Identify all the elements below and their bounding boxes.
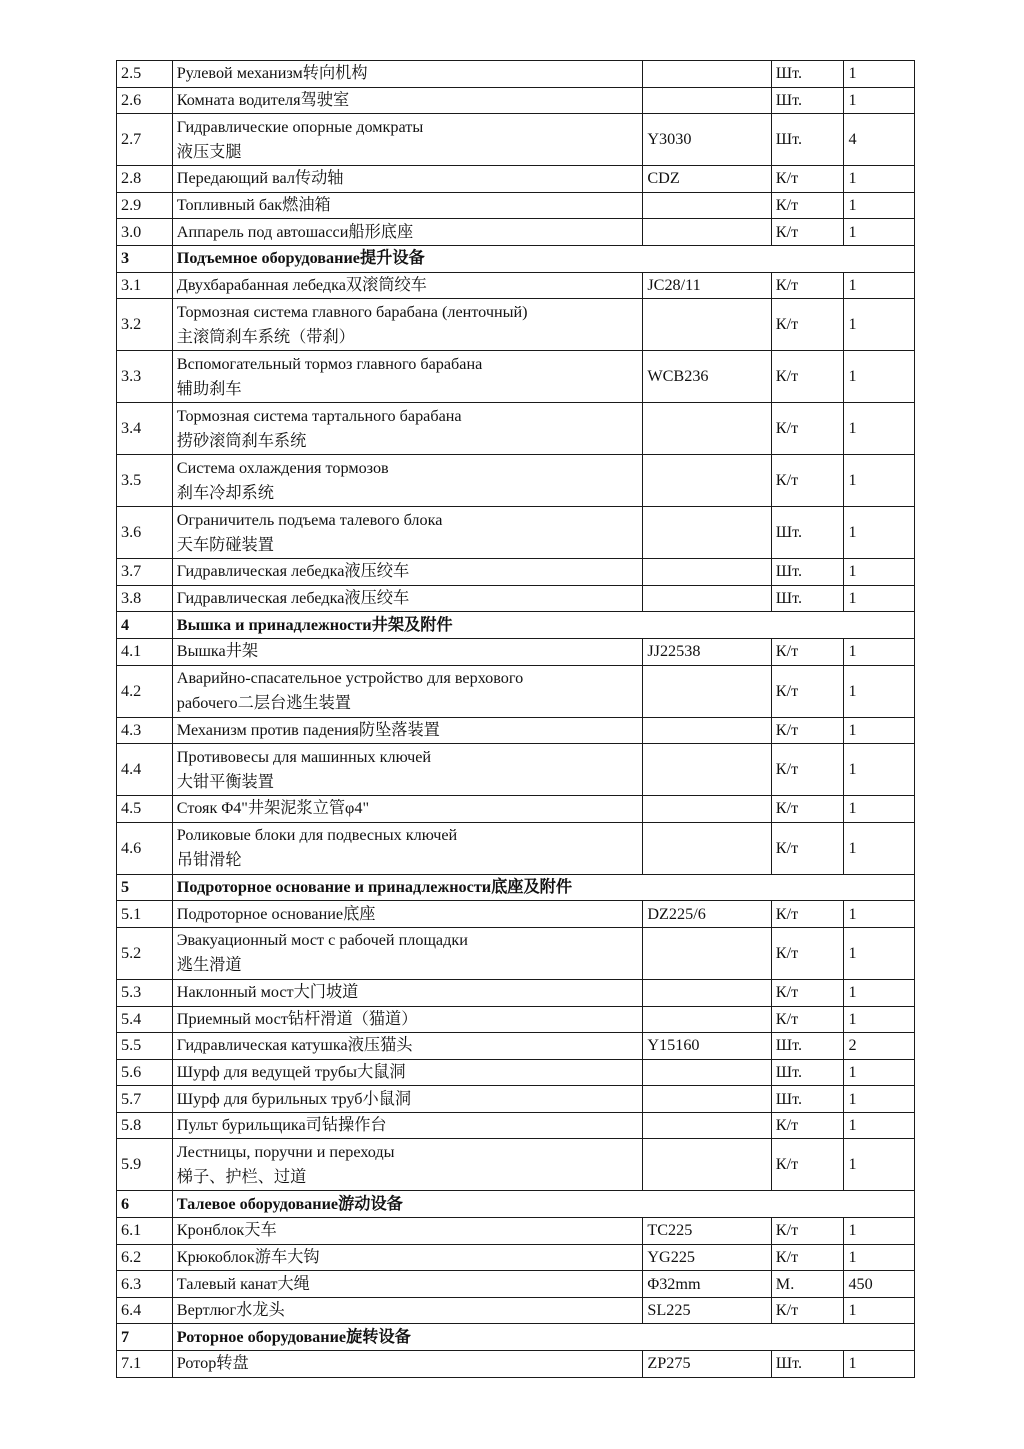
item-unit: Шт. bbox=[771, 1086, 844, 1113]
table-row bbox=[117, 822, 915, 874]
item-unit: Шт. bbox=[771, 559, 844, 586]
table-row bbox=[117, 1086, 915, 1113]
item-model bbox=[643, 665, 771, 717]
item-number: 2.8 bbox=[117, 166, 173, 193]
item-name-line: Система охлаждения тормозов bbox=[176, 458, 389, 477]
item-unit: К/т bbox=[771, 192, 844, 219]
item-name bbox=[172, 1112, 643, 1139]
item-name-line: Роликовые блоки для подвесных ключей bbox=[176, 826, 458, 845]
item-model bbox=[643, 1059, 771, 1086]
item-quantity: 4 bbox=[844, 114, 915, 166]
item-name-line: Пульт бурильщика司钻操作台 bbox=[176, 1116, 387, 1135]
item-unit: К/т bbox=[771, 1218, 844, 1245]
section-row bbox=[117, 612, 915, 639]
item-number: 6.4 bbox=[117, 1297, 173, 1324]
section-title: Подроторное основание и принадлежности底座及附件 bbox=[172, 874, 914, 901]
table-row bbox=[117, 717, 915, 744]
item-number: 5.6 bbox=[117, 1059, 173, 1086]
item-name-line: Двухбарабанная лебедка双滚筒绞车 bbox=[176, 275, 427, 294]
item-model: TC225 bbox=[643, 1218, 771, 1245]
item-model bbox=[643, 61, 771, 88]
item-model: WCB236 bbox=[643, 351, 771, 403]
table-row bbox=[117, 1271, 915, 1298]
item-number: 5.7 bbox=[117, 1086, 173, 1113]
item-name-line: Аппарель под автошасси船形底座 bbox=[176, 222, 414, 241]
item-model bbox=[643, 822, 771, 874]
item-model bbox=[643, 979, 771, 1006]
item-model: Y15160 bbox=[643, 1033, 771, 1060]
table-row bbox=[117, 744, 915, 796]
item-unit: Шт. bbox=[771, 1059, 844, 1086]
item-name bbox=[172, 559, 643, 586]
item-name-line: Топливный бак燃油箱 bbox=[176, 196, 331, 215]
item-unit: К/т bbox=[771, 796, 844, 823]
item-model: CDZ bbox=[643, 166, 771, 193]
item-name bbox=[172, 1244, 643, 1271]
item-number: 3.2 bbox=[117, 299, 173, 351]
table-row bbox=[117, 927, 915, 979]
table-row bbox=[117, 87, 915, 114]
item-unit: К/т bbox=[771, 744, 844, 796]
section-number: 5 bbox=[117, 874, 173, 901]
table-row bbox=[117, 455, 915, 507]
item-quantity: 1 bbox=[844, 1218, 915, 1245]
item-name-line: Вспомогательный тормоз главного барабана bbox=[176, 354, 483, 373]
section-title: Талевое оборудование游动设备 bbox=[172, 1191, 914, 1218]
item-name-line: Ограничитель подъема талевого блока bbox=[176, 510, 443, 529]
item-quantity: 1 bbox=[844, 927, 915, 979]
item-model bbox=[643, 559, 771, 586]
item-unit: К/т bbox=[771, 1112, 844, 1139]
item-number: 3.6 bbox=[117, 507, 173, 559]
item-model: JC28/11 bbox=[643, 272, 771, 299]
item-quantity: 1 bbox=[844, 1112, 915, 1139]
item-model bbox=[643, 87, 771, 114]
item-unit: К/т bbox=[771, 927, 844, 979]
item-number: 6.1 bbox=[117, 1218, 173, 1245]
item-name bbox=[172, 272, 643, 299]
item-quantity: 1 bbox=[844, 299, 915, 351]
item-model: DZ225/6 bbox=[643, 901, 771, 928]
item-model bbox=[643, 219, 771, 246]
item-number: 3.3 bbox=[117, 351, 173, 403]
item-model bbox=[643, 927, 771, 979]
item-quantity: 1 bbox=[844, 1139, 915, 1191]
item-number: 2.7 bbox=[117, 114, 173, 166]
item-name bbox=[172, 1297, 643, 1324]
item-name-line: 主滚筒刹车系统（带刹） bbox=[176, 327, 355, 346]
item-quantity: 1 bbox=[844, 585, 915, 612]
item-name-line: Эвакуационный мост с рабочей площадки bbox=[176, 931, 468, 950]
item-unit: К/т bbox=[771, 822, 844, 874]
item-name-line: Кронблок天车 bbox=[176, 1221, 277, 1240]
item-name bbox=[172, 507, 643, 559]
item-unit: К/т bbox=[771, 299, 844, 351]
item-name-line: Рулевой механизм转向机构 bbox=[176, 64, 368, 83]
table-row bbox=[117, 219, 915, 246]
document-page bbox=[116, 60, 915, 1378]
item-number: 5.8 bbox=[117, 1112, 173, 1139]
item-name bbox=[172, 61, 643, 88]
item-name-line: Гидравлическая лебедка液压绞车 bbox=[176, 589, 410, 608]
item-unit: К/т bbox=[771, 901, 844, 928]
section-title: Вышка и принадлежности井架及附件 bbox=[172, 612, 914, 639]
item-name bbox=[172, 455, 643, 507]
item-number: 5.2 bbox=[117, 927, 173, 979]
item-unit: К/т bbox=[771, 455, 844, 507]
item-unit: Шт. bbox=[771, 114, 844, 166]
item-quantity: 1 bbox=[844, 455, 915, 507]
table-row bbox=[117, 1244, 915, 1271]
item-quantity: 1 bbox=[844, 403, 915, 455]
item-quantity: 1 bbox=[844, 351, 915, 403]
item-model bbox=[643, 796, 771, 823]
item-unit: К/т bbox=[771, 1139, 844, 1191]
item-model bbox=[643, 455, 771, 507]
table-row bbox=[117, 272, 915, 299]
item-number: 6.2 bbox=[117, 1244, 173, 1271]
item-name-line: Передающий вал传动轴 bbox=[176, 169, 344, 188]
item-name-line: 逃生滑道 bbox=[176, 956, 242, 975]
item-name-line: 刹车冷却系统 bbox=[176, 483, 274, 502]
item-name-line: Гидравлические опорные домкраты bbox=[176, 117, 424, 136]
item-unit: К/т bbox=[771, 979, 844, 1006]
table-row bbox=[117, 114, 915, 166]
item-name bbox=[172, 114, 643, 166]
item-quantity: 1 bbox=[844, 1006, 915, 1033]
table-row bbox=[117, 192, 915, 219]
item-quantity: 1 bbox=[844, 1086, 915, 1113]
item-name bbox=[172, 192, 643, 219]
item-quantity: 1 bbox=[844, 744, 915, 796]
item-unit: Шт. bbox=[771, 87, 844, 114]
item-unit: К/т bbox=[771, 1297, 844, 1324]
item-name-line: Противовесы для машинных ключей bbox=[176, 747, 432, 766]
item-number: 2.6 bbox=[117, 87, 173, 114]
item-name bbox=[172, 1271, 643, 1298]
item-quantity: 1 bbox=[844, 87, 915, 114]
item-name bbox=[172, 585, 643, 612]
item-number: 2.5 bbox=[117, 61, 173, 88]
equipment-table-body bbox=[117, 61, 915, 1378]
item-name-line: 梯子、护栏、过道 bbox=[176, 1167, 307, 1186]
item-name bbox=[172, 822, 643, 874]
item-unit: К/т bbox=[771, 351, 844, 403]
item-number: 7.1 bbox=[117, 1351, 173, 1378]
section-title: Подъемное оборудование提升设备 bbox=[172, 245, 914, 272]
item-unit: М. bbox=[771, 1271, 844, 1298]
table-row bbox=[117, 1351, 915, 1378]
table-row bbox=[117, 559, 915, 586]
item-name bbox=[172, 1139, 643, 1191]
item-quantity: 1 bbox=[844, 1351, 915, 1378]
item-unit: К/т bbox=[771, 638, 844, 665]
item-name bbox=[172, 979, 643, 1006]
table-row bbox=[117, 979, 915, 1006]
item-number: 3.7 bbox=[117, 559, 173, 586]
table-row bbox=[117, 1059, 915, 1086]
item-model bbox=[643, 1006, 771, 1033]
item-model: JJ22538 bbox=[643, 638, 771, 665]
table-row bbox=[117, 351, 915, 403]
item-name-line: Подроторное основание底座 bbox=[176, 904, 376, 923]
table-row bbox=[117, 507, 915, 559]
item-name-line: Комната водителя驾驶室 bbox=[176, 90, 350, 109]
section-number: 6 bbox=[117, 1191, 173, 1218]
item-name bbox=[172, 1033, 643, 1060]
item-quantity: 1 bbox=[844, 166, 915, 193]
table-row bbox=[117, 1033, 915, 1060]
item-number: 4.3 bbox=[117, 717, 173, 744]
table-row bbox=[117, 665, 915, 717]
section-row bbox=[117, 245, 915, 272]
item-name-line: Наклонный мост大门坡道 bbox=[176, 983, 359, 1002]
item-quantity: 1 bbox=[844, 559, 915, 586]
item-model bbox=[643, 403, 771, 455]
item-number: 3.0 bbox=[117, 219, 173, 246]
item-model bbox=[643, 744, 771, 796]
item-number: 4.6 bbox=[117, 822, 173, 874]
item-number: 4.2 bbox=[117, 665, 173, 717]
section-title: Роторное оборудование旋转设备 bbox=[172, 1324, 914, 1351]
item-unit: Шт. bbox=[771, 585, 844, 612]
item-name-line: Вышка井架 bbox=[176, 642, 259, 661]
item-model bbox=[643, 299, 771, 351]
item-name-line: Шурф для бурильных труб小鼠洞 bbox=[176, 1089, 412, 1108]
item-name bbox=[172, 796, 643, 823]
item-name-line: Гидравлическая катушка液压猫头 bbox=[176, 1036, 413, 1055]
item-name bbox=[172, 665, 643, 717]
item-name-line: Аварийно-спасательное устройство для верхового bbox=[176, 669, 524, 688]
table-row bbox=[117, 403, 915, 455]
item-model: ZP275 bbox=[643, 1351, 771, 1378]
item-number: 5.1 bbox=[117, 901, 173, 928]
section-number: 3 bbox=[117, 245, 173, 272]
item-model bbox=[643, 1086, 771, 1113]
item-unit: К/т bbox=[771, 665, 844, 717]
table-row bbox=[117, 585, 915, 612]
item-quantity: 1 bbox=[844, 717, 915, 744]
section-number: 7 bbox=[117, 1324, 173, 1351]
item-name bbox=[172, 744, 643, 796]
item-number: 3.4 bbox=[117, 403, 173, 455]
item-quantity: 1 bbox=[844, 507, 915, 559]
item-unit: К/т bbox=[771, 1244, 844, 1271]
item-model bbox=[643, 192, 771, 219]
item-name bbox=[172, 87, 643, 114]
item-unit: К/т bbox=[771, 403, 844, 455]
item-name-line: Тормозная система тартального барабана bbox=[176, 406, 462, 425]
item-name-line: 吊钳滑轮 bbox=[176, 851, 242, 870]
table-row bbox=[117, 299, 915, 351]
item-name-line: 捞砂滚筒刹车系统 bbox=[176, 431, 307, 450]
item-quantity: 1 bbox=[844, 796, 915, 823]
item-unit: К/т bbox=[771, 166, 844, 193]
item-quantity: 1 bbox=[844, 638, 915, 665]
item-name-line: Лестницы, поручни и переходы bbox=[176, 1142, 395, 1161]
section-row bbox=[117, 1191, 915, 1218]
section-row bbox=[117, 1324, 915, 1351]
item-number: 4.4 bbox=[117, 744, 173, 796]
item-unit: К/т bbox=[771, 272, 844, 299]
item-name-line: Ротор转盘 bbox=[176, 1354, 249, 1373]
item-name bbox=[172, 927, 643, 979]
item-name bbox=[172, 351, 643, 403]
item-name bbox=[172, 1086, 643, 1113]
item-quantity: 1 bbox=[844, 1297, 915, 1324]
item-name-line: Тормозная система главного барабана (ленточный) bbox=[176, 302, 528, 321]
item-number: 3.8 bbox=[117, 585, 173, 612]
item-model bbox=[643, 507, 771, 559]
section-row bbox=[117, 874, 915, 901]
item-quantity: 1 bbox=[844, 979, 915, 1006]
table-row bbox=[117, 1218, 915, 1245]
item-number: 4.5 bbox=[117, 796, 173, 823]
item-quantity: 450 bbox=[844, 1271, 915, 1298]
item-name bbox=[172, 166, 643, 193]
item-name bbox=[172, 638, 643, 665]
item-model bbox=[643, 1139, 771, 1191]
item-number: 5.9 bbox=[117, 1139, 173, 1191]
item-number: 5.5 bbox=[117, 1033, 173, 1060]
item-number: 4.1 bbox=[117, 638, 173, 665]
item-name bbox=[172, 219, 643, 246]
table-row bbox=[117, 1112, 915, 1139]
item-number: 3.1 bbox=[117, 272, 173, 299]
item-name-line: Стояк Φ4"井架泥浆立管φ4" bbox=[176, 799, 370, 818]
item-name bbox=[172, 299, 643, 351]
item-name-line: Механизм против падения防坠落装置 bbox=[176, 720, 440, 739]
item-model: Y3030 bbox=[643, 114, 771, 166]
item-model bbox=[643, 1112, 771, 1139]
item-name-line: Гидравлическая лебедка液压绞车 bbox=[176, 562, 410, 581]
item-quantity: 1 bbox=[844, 192, 915, 219]
table-row bbox=[117, 166, 915, 193]
item-number: 5.4 bbox=[117, 1006, 173, 1033]
item-name-line: Крюкоблок游车大钩 bbox=[176, 1247, 320, 1266]
item-quantity: 1 bbox=[844, 1059, 915, 1086]
item-unit: Шт. bbox=[771, 1033, 844, 1060]
table-row bbox=[117, 796, 915, 823]
item-name bbox=[172, 403, 643, 455]
item-name bbox=[172, 1006, 643, 1033]
item-number: 5.3 bbox=[117, 979, 173, 1006]
item-unit: Шт. bbox=[771, 507, 844, 559]
item-name-line: Талевый канат大绳 bbox=[176, 1274, 310, 1293]
item-model bbox=[643, 717, 771, 744]
item-number: 3.5 bbox=[117, 455, 173, 507]
item-unit: К/т bbox=[771, 1006, 844, 1033]
section-number: 4 bbox=[117, 612, 173, 639]
item-name-line: Вертлюг水龙头 bbox=[176, 1301, 285, 1320]
item-quantity: 1 bbox=[844, 1244, 915, 1271]
item-quantity: 2 bbox=[844, 1033, 915, 1060]
item-name-line: 大钳平衡装置 bbox=[176, 772, 274, 791]
item-number: 2.9 bbox=[117, 192, 173, 219]
item-name bbox=[172, 1059, 643, 1086]
item-quantity: 1 bbox=[844, 61, 915, 88]
item-quantity: 1 bbox=[844, 272, 915, 299]
item-quantity: 1 bbox=[844, 665, 915, 717]
item-name bbox=[172, 901, 643, 928]
item-name-line: Приемный мост钻杆滑道（猫道） bbox=[176, 1009, 418, 1028]
item-unit: К/т bbox=[771, 717, 844, 744]
equipment-table bbox=[116, 60, 915, 1378]
table-row bbox=[117, 1297, 915, 1324]
table-row bbox=[117, 901, 915, 928]
item-unit: Шт. bbox=[771, 1351, 844, 1378]
item-name-line: рабочего二层台逃生装置 bbox=[176, 694, 351, 713]
item-name bbox=[172, 1351, 643, 1378]
item-quantity: 1 bbox=[844, 219, 915, 246]
item-name bbox=[172, 717, 643, 744]
item-unit: К/т bbox=[771, 219, 844, 246]
item-model bbox=[643, 585, 771, 612]
item-quantity: 1 bbox=[844, 822, 915, 874]
item-model: Φ32mm bbox=[643, 1271, 771, 1298]
item-name-line: 辅助刹车 bbox=[176, 379, 242, 398]
table-row bbox=[117, 61, 915, 88]
item-model: YG225 bbox=[643, 1244, 771, 1271]
item-number: 6.3 bbox=[117, 1271, 173, 1298]
item-name bbox=[172, 1218, 643, 1245]
item-quantity: 1 bbox=[844, 901, 915, 928]
item-name-line: 液压支腿 bbox=[176, 142, 242, 161]
table-row bbox=[117, 1006, 915, 1033]
item-unit: Шт. bbox=[771, 61, 844, 88]
item-name-line: Шурф для ведущей трубы大鼠洞 bbox=[176, 1062, 406, 1081]
item-name-line: 天车防碰装置 bbox=[176, 535, 274, 554]
item-model: SL225 bbox=[643, 1297, 771, 1324]
table-row bbox=[117, 638, 915, 665]
table-row bbox=[117, 1139, 915, 1191]
